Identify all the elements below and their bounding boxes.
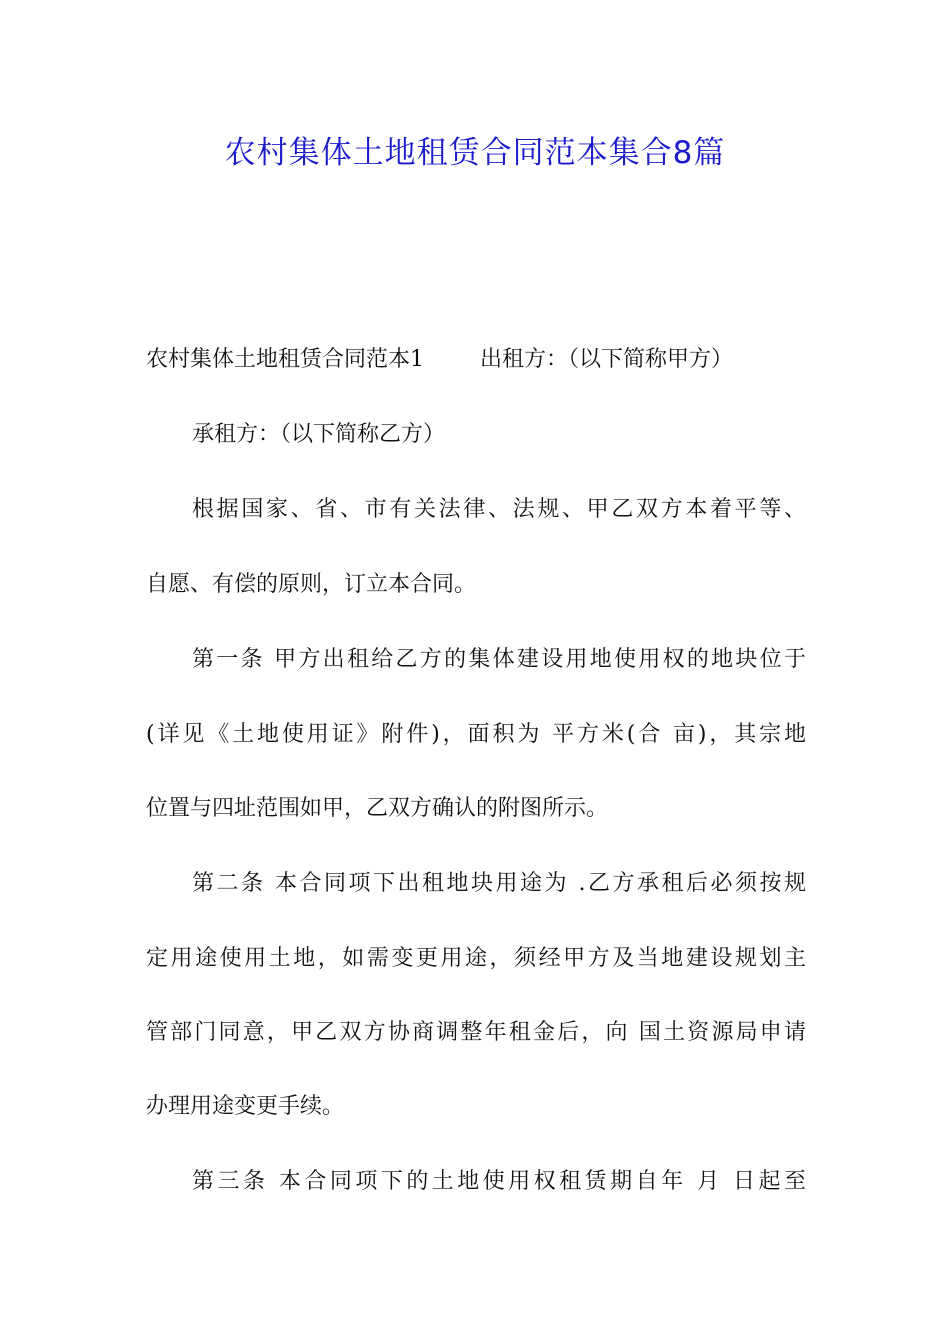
paragraph-line: 办理用途变更手续。 [146,1094,345,1119]
lessor-label: 出租方：（以下简称甲方） [480,347,734,372]
paragraph-line: 管部门同意，甲乙双方协商调整年租金后，向 国土资源局申请 [146,1020,806,1045]
paragraph-line: 第三条 本合同项下的土地使用权租赁期自年 月 日起至 [192,1169,806,1194]
document-title: 农村集体土地租赁合同范本集合8篇 [224,135,726,171]
paragraph-line: (详见《土地使用证》附件)，面积为 平方米(合 亩)，其宗地 [146,722,806,747]
paragraph-line: 第一条 甲方出租给乙方的集体建设用地使用权的地块位于 [192,647,806,672]
paragraph-line: 根据国家、省、市有关法律、法规、甲乙双方本着平等、 [192,497,806,522]
contract-heading: 农村集体土地租赁合同范本1 [146,347,424,372]
paragraph-line: 定用途使用土地，如需变更用途，须经甲方及当地建设规划主 [146,946,806,971]
paragraph-line: 自愿、有偿的原则，订立本合同。 [146,572,477,597]
paragraph-line: 位置与四址范围如甲，乙双方确认的附图所示。 [146,796,609,821]
paragraph-line [146,340,806,380]
lessee-label: 承租方：（以下简称乙方） [192,422,446,447]
paragraph-line: 第二条 本合同项下出租地块用途为 .乙方承租后必须按规 [192,871,806,896]
